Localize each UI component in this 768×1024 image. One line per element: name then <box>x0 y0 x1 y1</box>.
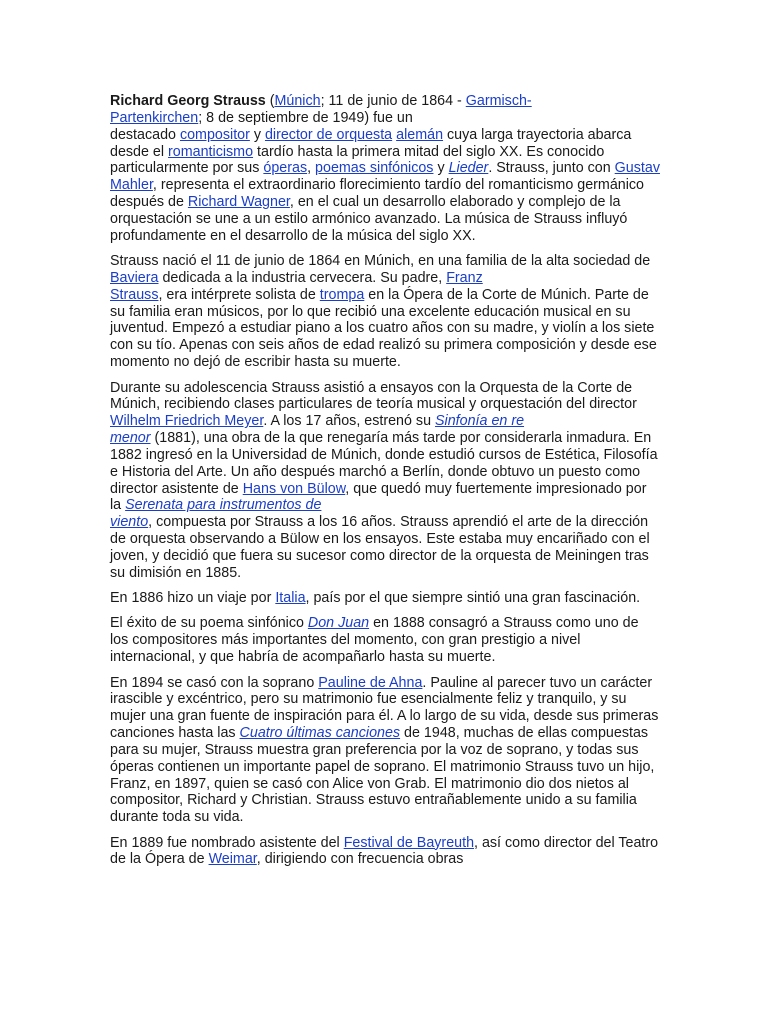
article-link[interactable]: Gustav Mahler <box>110 160 660 194</box>
text-run: , <box>307 160 316 177</box>
italic-title[interactable]: Serenata para instrumentos de <box>125 497 322 514</box>
article-link[interactable]: Pauline de Ahna <box>318 674 423 691</box>
text-run: dedicada a la industria cervecera. Su padre, <box>158 269 447 286</box>
text-run: Strauss nació el 11 de junio de 1864 en Múnich, en una familia de la alta sociedad de <box>110 253 651 270</box>
italic-title[interactable]: Sinfonía en re <box>435 413 525 430</box>
text-run: En 1886 hizo un viaje por <box>110 590 276 607</box>
article-paragraph <box>110 590 660 607</box>
article-link[interactable]: Strauss <box>110 286 159 303</box>
article-link[interactable]: Franz <box>446 269 483 286</box>
article-link[interactable]: Italia <box>275 590 306 607</box>
article-link[interactable] <box>110 514 148 530</box>
text-run: , que quedó muy fuertemente impresionado por la <box>110 480 647 514</box>
article-link[interactable]: compositor <box>179 126 250 143</box>
text-run: En 1889 fue nombrado asistente del <box>110 834 344 851</box>
article-link[interactable]: Richard Wagner <box>187 194 290 211</box>
text-run: , país por el que siempre sintió una gran fascinación. <box>305 590 641 607</box>
article-link[interactable] <box>125 497 321 513</box>
text-run: en la Ópera de la Corte de Múnich. Parte de su familia eran músicos, por lo que recibió una excelente educación musical en su juventud. Empezó a estudiar piano a los cuatro años con su madre, y violín a los siete con su tío. Apenas con seis años de edad realizó su primera composición y desde ese momento no dejó de escribir hasta su muerte. <box>110 286 657 371</box>
text-run: En 1894 se casó con la soprano <box>110 674 319 691</box>
text-run: . A los 17 años, estrenó su <box>263 413 436 430</box>
text-run: El éxito de su poema sinfónico <box>110 615 308 632</box>
text-run: , era intérprete solista de <box>158 286 320 303</box>
article-link[interactable]: Garmisch- <box>465 93 532 109</box>
text-run: y <box>433 160 449 177</box>
article-paragraph <box>110 93 660 245</box>
article-body <box>110 93 660 877</box>
article-link[interactable]: Festival de Bayreuth <box>343 834 475 851</box>
article-link[interactable]: romanticismo <box>168 143 254 160</box>
article-link[interactable]: trompa <box>319 286 365 303</box>
article-link[interactable]: Hans von Bülow <box>242 480 346 497</box>
text-run: , así como director del Teatro de la Ópera de <box>110 834 659 868</box>
article-link[interactable] <box>240 725 401 741</box>
italic-title[interactable]: Don Juan <box>307 615 370 632</box>
text-run: . Strauss, junto con <box>488 160 615 177</box>
article-link[interactable]: Baviera <box>110 269 159 286</box>
article-paragraph <box>110 615 660 666</box>
text-run: , en el cual un desarrollo elaborado y complejo de la orquestación se une a un estilo armónico avanzado. La música de Strauss influyó profundamente en el desarrollo de la música del siglo XX. <box>110 194 628 244</box>
article-link[interactable]: director de orquesta <box>264 126 393 143</box>
article-link[interactable]: Partenkirchen <box>110 109 199 126</box>
article-paragraph <box>110 675 660 827</box>
article-link[interactable]: Weimar <box>208 851 257 868</box>
article-subject-name: Richard Georg Strauss <box>110 93 266 109</box>
article-link[interactable]: Múnich <box>274 93 321 109</box>
article-link[interactable]: óperas <box>263 160 308 177</box>
text-run: y <box>249 126 265 143</box>
article-link[interactable] <box>308 615 369 631</box>
italic-title[interactable]: Cuatro últimas canciones <box>239 725 401 742</box>
article-link[interactable]: poemas sinfónicos <box>315 160 434 177</box>
text-run: ; 11 de junio de 1864 - <box>320 93 466 109</box>
article-link[interactable]: alemán <box>396 126 444 143</box>
text-run: , representa el extraordinario florecimiento tardío del romanticismo germánico después de <box>110 177 645 211</box>
text-run: de 1948, muchas de ellas compuestas para su mujer, Strauss muestra gran preferencia por la voz de soprano, y todas sus óperas contienen un importante papel de soprano. El matrimonio Strauss tuvo un hijo, Franz, en 1897, quien se casó con Alice von Grab. El matrimonio dio dos nietos al compositor, Richard y Christian. Strauss estuvo entrañablemente unido a su familia durante toda su vida. <box>110 725 655 826</box>
text-run: cuya larga trayectoria abarca desde el <box>110 126 632 160</box>
text-run: ; 8 de septiembre de 1949) fue un <box>198 109 413 126</box>
text-run: en 1888 consagró a Strauss como uno de los compositores más importantes del momento, con gran prestigio a nivel internacional, y que habría de acompañarlo hasta su muerte. <box>110 615 639 666</box>
article-link[interactable] <box>449 160 489 176</box>
text-run: . Pauline al parecer tuvo un carácter irascible y excéntrico, pero su matrimonio fue esencialmente feliz y tranquilo, y su mujer una gran fuente de inspiración para él. A lo largo de su vida, desde sus primeras canciones hasta las <box>110 674 659 742</box>
article-link[interactable] <box>435 413 524 429</box>
text-run: Durante su adolescencia Strauss asistió a ensayos con la Orquesta de la Corte de Múnich, recibiendo clases particulares de teoría musical y orquestación del director <box>110 379 637 413</box>
text-run: tardío hasta la primera mitad del siglo XX. Es conocido particularmente por sus <box>110 143 605 177</box>
text-run: , dirigiendo con frecuencia obras <box>256 851 464 868</box>
text-run: , compuesta por Strauss a los 16 años. Strauss aprendió el arte de la dirección de orquesta observando a Bülow en los ensayos. Este estaba muy encariñado con el joven, y decidió que fuera su sucesor como director de la orquesta de Meiningen tras su dimisión en 1885. <box>110 514 650 581</box>
article-link[interactable] <box>110 430 151 446</box>
text-run: destacado <box>110 126 180 143</box>
italic-title[interactable]: viento <box>110 514 149 531</box>
article-paragraph <box>110 380 660 582</box>
article-paragraph <box>110 835 660 869</box>
article-paragraph <box>110 253 660 371</box>
italic-title[interactable]: Lieder <box>448 160 489 177</box>
text-run: (1881), una obra de la que renegaría más tarde por considerarla inmadura. En 1882 ingresó en la Universidad de Múnich, donde estudió cursos de Estética, Filosofía e Historia del Arte. Un año después marchó a Berlín, donde obtuvo un puesto como director asistente de <box>110 430 658 497</box>
text-run: ( <box>265 93 275 109</box>
italic-title[interactable]: menor <box>110 430 151 447</box>
article-link[interactable]: Wilhelm Friedrich Meyer <box>110 413 264 430</box>
